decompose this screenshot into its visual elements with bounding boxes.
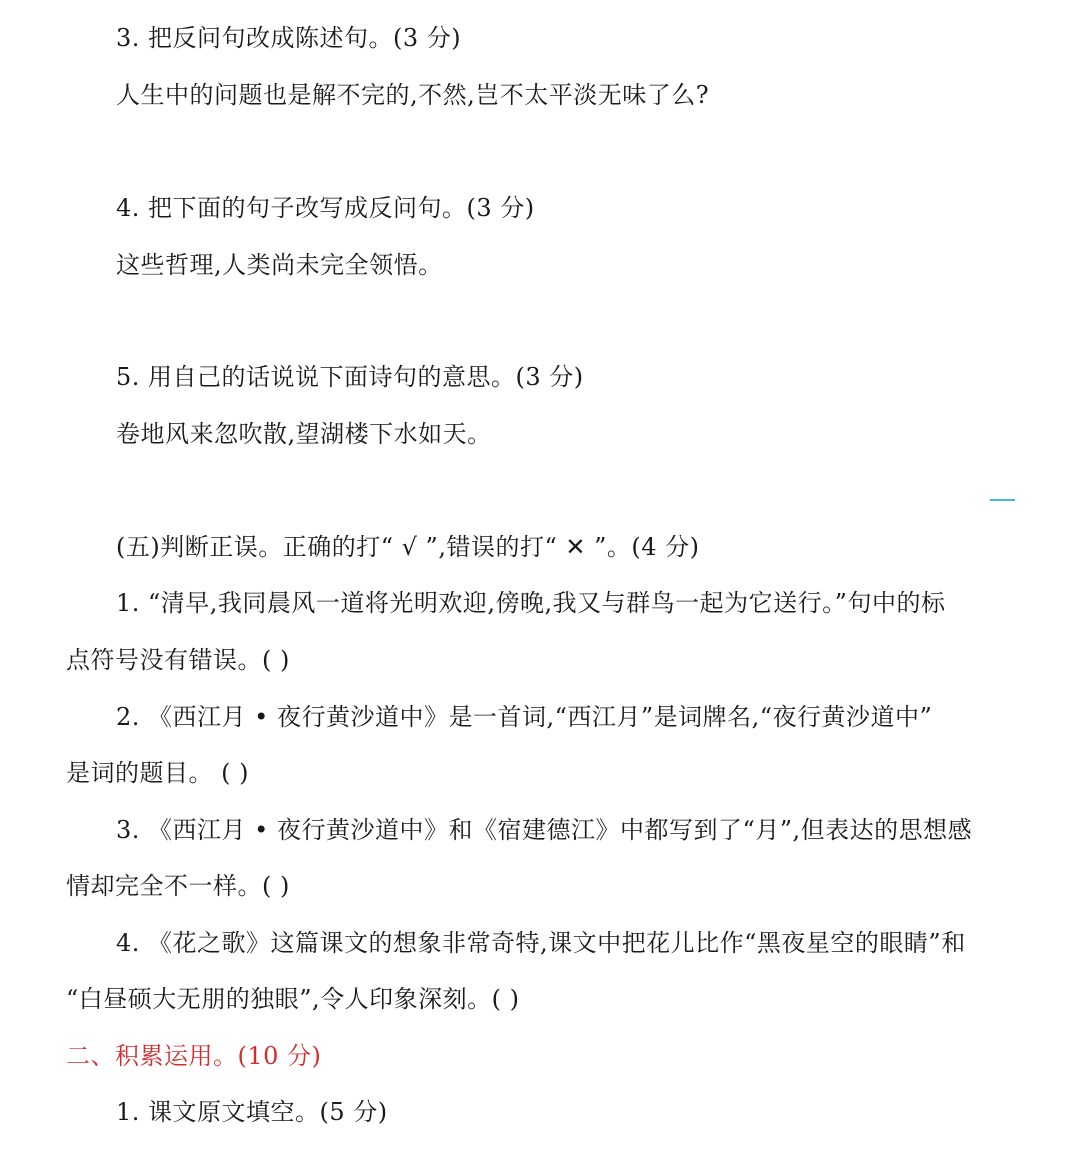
question-4-sentence: 这些哲理,人类尚未完全领悟。 (116, 251, 443, 279)
section-two-item-1: 1. 课文原文填空。(5 分) (116, 1098, 388, 1126)
question-3-sentence: 人生中的问题也是解不完的,不然,岂不太平淡无味了么? (116, 81, 710, 109)
question-4-prompt: 4. 把下面的句子改写成反问句。(3 分) (116, 194, 535, 222)
judgement-item-1-line1: 1. “清早,我同晨风一道将光明欢迎,傍晚,我又与群鸟一起为它送行。”句中的标 (116, 589, 946, 617)
section-five-heading: (五)判断正误。正确的打“ √ ”,错误的打“ ✕ ”。(4 分) (116, 533, 700, 561)
judgement-item-1-line2: 点符号没有错误。( ) (66, 646, 290, 674)
section-two-heading: 二、积累运用。(10 分) (66, 1042, 322, 1070)
judgement-item-2-line2: 是词的题目。 ( ) (66, 759, 249, 787)
judgement-item-2-line1: 2. 《西江月 • 夜行黄沙道中》是一首词,“西江月”是词牌名,“夜行黄沙道中” (116, 703, 933, 731)
accent-dash (990, 499, 1015, 501)
judgement-item-3-line1: 3. 《西江月 • 夜行黄沙道中》和《宿建德江》中都写到了“月”,但表达的思想感 (116, 816, 973, 844)
judgement-item-4-line2: “白昼硕大无朋的独眼”,令人印象深刻。( ) (66, 985, 520, 1013)
question-3-prompt: 3. 把反问句改成陈述句。(3 分) (116, 24, 462, 52)
question-5-prompt: 5. 用自己的话说说下面诗句的意思。(3 分) (116, 363, 584, 391)
judgement-item-3-line2: 情却完全不一样。( ) (66, 872, 290, 900)
question-5-sentence: 卷地风来忽吹散,望湖楼下水如天。 (116, 420, 492, 448)
judgement-item-4-line1: 4. 《花之歌》这篇课文的想象非常奇特,课文中把花儿比作“黑夜星空的眼睛”和 (116, 929, 966, 957)
